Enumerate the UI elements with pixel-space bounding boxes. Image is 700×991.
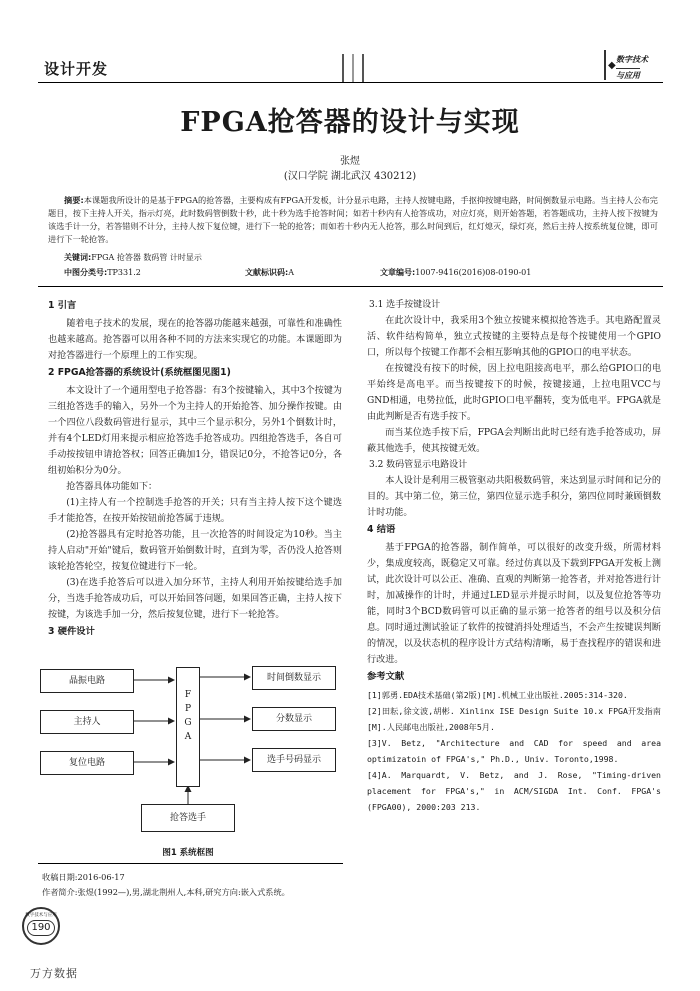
article-number: 文章编号:1007-9416(2016)08-0190-01: [380, 268, 532, 277]
abstract: [48, 194, 658, 246]
score-display-block: 分数显示: [252, 707, 336, 731]
section-heading: 4 结语: [367, 524, 396, 535]
right-column: [367, 297, 661, 815]
timer-display-block: 时间倒数显示: [252, 666, 336, 690]
magazine-name-line1: 数字技术: [616, 54, 648, 64]
magazine-name-line2: 与应用: [616, 70, 640, 80]
badge-journal-text: 数字技术与应用: [25, 913, 57, 918]
subsection-heading: 3.2 数码管显示电路设计: [369, 460, 468, 470]
section-label: 设计开发: [44, 60, 109, 78]
keywords: [64, 252, 202, 263]
reference-item: [2]田耘,徐文波,胡彬. Xinlinx ISE Design Suite 10.x FPGA开发指南[M].人民邮电出版社,2008年5月.: [367, 706, 661, 732]
figure-caption: 图1 系统框图: [162, 848, 214, 858]
fpga-letter: F: [184, 690, 192, 700]
paragraph: 而当某位选手按下后，FPGA会判断出此时已经有选手抢答成功，屏蔽其他选手，使其按键无效。: [367, 428, 661, 454]
fpga-letter: P: [184, 704, 192, 714]
paragraph: (1)主持人有一个控制选手抢答的开关；只有当主持人按下这个键选手才能抢答，在按开始按钮前抢答属于违规。: [48, 498, 342, 524]
references-heading: 参考文献: [367, 671, 405, 682]
left-column: [48, 297, 342, 642]
paragraph: 基于FPGA的抢答器，制作简单，可以很好的改变升级，所需材料少，集成度较高，既稳定又可靠。经过仿真以及下载到FPGA开发板上测试，此次设计可以公正、准确、直观的判断第一抢答者，并对抢答进行计时，加减操作的计时，并通过LED显示并提示时间，以及复位抢答等功能，同时3个BCD数码管可以正确的显示第一抢答者的组号以及积分信息。同时通过测试验证了软件的按键消抖处理适当，不会产生按键误判断的情况，以及状态机的程序设计方式结构清晰，易于查找程序的错误和进行改进。: [367, 543, 661, 665]
author-bio: 作者简介:张煜(1992—),男,湖北荆州人,本科,研究方向:嵌入式系统。: [42, 887, 290, 897]
fpga-letter: A: [184, 732, 192, 742]
subsection-heading: 3.1 选手按键设计: [369, 300, 441, 310]
keywords-text: FPGA 抢答器 数码管 计时显示: [91, 253, 202, 262]
clc-number: 中图分类号:TP331.2: [64, 268, 141, 277]
author-name: 张煜: [340, 156, 360, 167]
magazine-logo: [604, 50, 664, 80]
section-heading: 2 FPGA抢答器的系统设计(系统框图见图1): [48, 367, 231, 378]
meta-rule: [38, 286, 663, 287]
reference-item: [3]V. Betz, "Architecture and CAD for speed and area optimizatoin of FPGA's," Ph.D., Univ. Toronto,1998.: [367, 738, 661, 764]
document-code: 文献标识码:A: [245, 268, 294, 277]
author-affiliation: (汉口学院 湖北武汉 430212): [283, 171, 417, 182]
page-number-badge: [22, 907, 60, 945]
keywords-label: 关键词:: [64, 253, 92, 262]
host-block: 主持人: [40, 710, 134, 734]
header-rule: [38, 82, 663, 83]
figure-system-block-diagram: [38, 664, 338, 852]
page-number: 190: [27, 920, 55, 936]
diamond-icon: ◆: [608, 60, 616, 71]
header-divider-bars: [342, 54, 364, 82]
fpga-block: [176, 667, 200, 787]
paper-title: FPGA抢答器的设计与实现: [180, 107, 520, 138]
player-number-display-block: 选手号码显示: [252, 748, 336, 772]
paragraph: (2)抢答器具有定时抢答功能，且一次抢答的时间设定为10秒。当主持人启动"开始"键后，数码管开始倒数计时，直到为零，否仍没人抢答则该轮抢答轮空，按复位键进行下一轮。: [48, 530, 342, 572]
fpga-letter: G: [184, 718, 192, 728]
paragraph: 本人设计是利用三极管驱动共阳极数码管，来达到显示时间和记分的目的。其中第二位，第三位，第四位显示选手积分，第四位同时兼顾倒数计时功能。: [367, 476, 661, 518]
contestants-block: 抢答选手: [141, 804, 235, 832]
running-header: [38, 48, 663, 88]
abstract-label: 摘要:: [64, 195, 84, 205]
reference-item: [4]A. Marquardt, V. Betz, and J. Rose, "Timing-driven placement for FPGA's," in ACM/SIGDA Int. Conf. FPGA's (FPGA00), 2000:203 213.: [367, 770, 661, 812]
reference-item: [1]郭勇.EDA技术基础(第2版)[M].机械工业出版社.2005:314-320.: [367, 690, 628, 700]
paragraph: 在按键没有按下的时候，因上拉电阻接高电平，那么给GPIO口的电平始终是高电平。而当按键按下的时候，按键接通，上拉电阻VCC与GND相通，电势拉低，此时GPIO口电平翻转，变为低电平。FPGA就是由此判断是否有选手按下。: [367, 364, 661, 422]
paragraph: (3)在选手抢答后可以进入加分环节，主持人利用开始按键给选手加分，当选手抢答成功后，可以开始回答问题，如果回答正确，主持人按下按键，为该选手加一分，然后按复位键，进行下一轮抢答。: [48, 578, 342, 620]
abstract-text: 本课题我所设计的是基于FPGA的抢答器，主要构成有FPGA开发板，计分显示电路，主持人按键电路，手抠抑按键电路，时间倒数显示电路。当主持人公布完题目，按下主持人开关，指示灯亮，此时数码管倒数十秒，此十秒为选手抢答时间；如若十秒内有人抢答成功，对应灯亮，则开始答题，若答题成功，主持人按下按键为该选手计一分，若答错则不计分，主持人按下复位键，进行下一轮的抢答；而如若十秒内无人抢答，那么时间到后，红灯熄灭，绿灯亮，然后主持人按系统复位键，即可进行下一轮抢答。: [48, 195, 658, 244]
received-date: 收稿日期:2016-06-17: [42, 872, 125, 882]
paragraph: 随着电子技术的发展，现在的抢答器功能越来越强，可靠性和准确性也越来越高。抢答器可以用各种不同的方法来实现它的功能。本课题即为对抢答器进行一个原理上的工作实现。: [48, 319, 342, 361]
section-heading: 1 引言: [48, 300, 77, 311]
paragraph: 本文设计了一个通用型电子抢答器：有3个按键输入，其中3个按键为三组抢答选手的输入，另外一个为主持人的开始抢答、加分操作按键。由一个四位八段数码管进行显示，其中三个显示积分，另外1个倒数计时，并有4个LED灯用来提示相应抢答选手抢答成功。四组抢答选手，各自可手动按按钮申请抢答权；回答正确加1分，错误记0分，不抢答记0分，各组初始积分为0分。: [48, 386, 342, 476]
section-heading: 3 硬件设计: [48, 626, 95, 637]
reset-circuit-block: 复位电路: [40, 751, 134, 775]
crystal-circuit-block: 晶振电路: [40, 669, 134, 693]
footnote-rule: [38, 863, 343, 864]
paragraph: 抢答器具体功能如下：: [66, 482, 158, 492]
paragraph: 在此次设计中，我采用3个独立按键来模拟抢答选手。其电路配置灵活、软件结构简单，独立式按键的主要特点是每个按键使用一个GPIO口，所以每个按键工作都不会相互影响其他的GPIO口的电平状态。: [367, 316, 661, 358]
watermark: 万方数据: [30, 967, 78, 980]
